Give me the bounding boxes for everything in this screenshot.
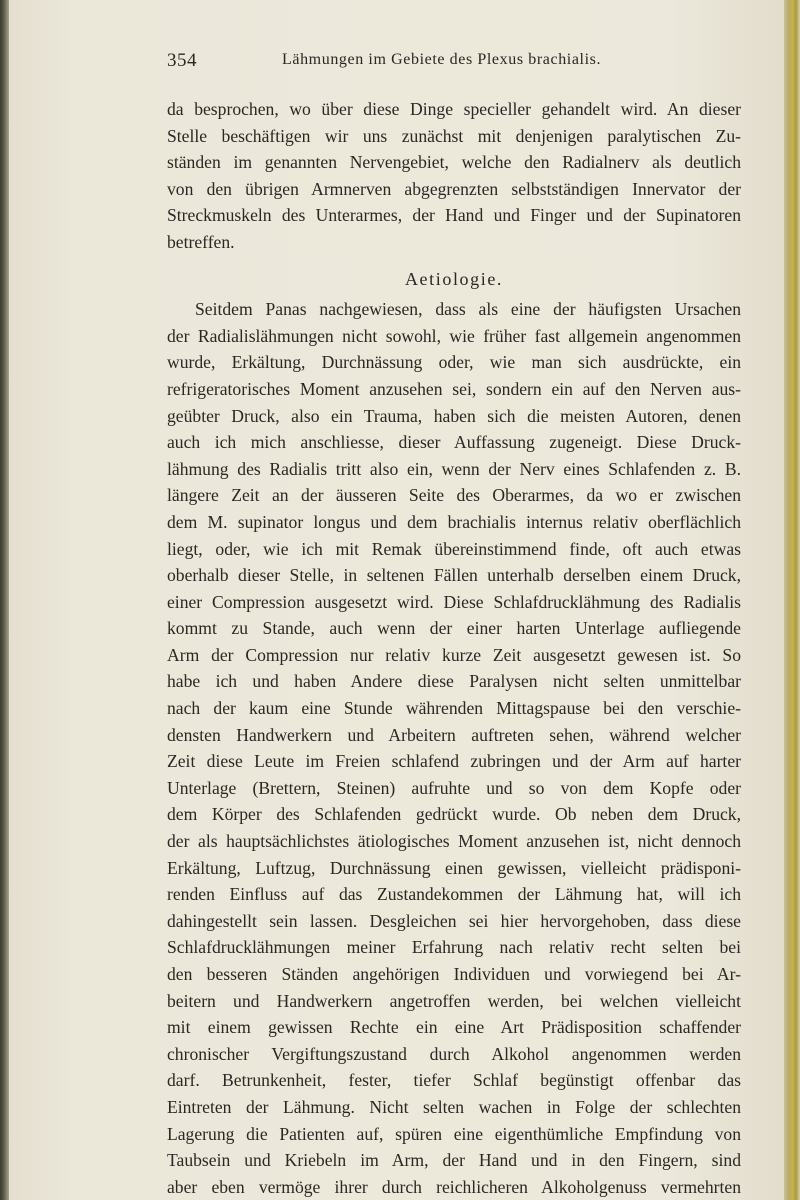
text-line: kommt zu Stande, auch wenn der einer harten Unterlage aufliegende [167, 618, 741, 639]
text-line: Seitdem Panas nachgewiesen, dass als eine der häufigsten Ursachen [195, 299, 741, 320]
text-line: Schlafdrucklähmungen meiner Erfahrung nach relativ recht selten bei [167, 937, 741, 958]
text-line: mit einem gewissen Rechte ein eine Art Prädisposition schaffender [167, 1017, 741, 1038]
text-line: ständen im genannten Nervengebiet, welche den Radialnerv als deutlich [167, 152, 741, 173]
section-heading: Aetiologie. [404, 268, 504, 289]
text-line: dahingestellt sein lassen. Desgleichen sei hier hervorgehoben, dass diese [167, 910, 741, 931]
text-line: habe ich und haben Andere diese Paralysen nicht selten unmittelbar [167, 671, 741, 692]
text-line: Zeit diese Leute im Freien schlafend zubringen und der Arm auf harter [167, 751, 741, 772]
aetiologie-paragraph [167, 296, 741, 1200]
text-line: längere Zeit an der äusseren Seite des Oberarmes, da wo er zwischen [167, 485, 741, 506]
text-line: den besseren Ständen angehörigen Individuen und vorwiegend bei Ar- [167, 964, 741, 984]
body-text [167, 96, 741, 1200]
text-line: beitern und Handwerkern angetroffen werden, bei welchen vielleicht [167, 990, 741, 1011]
text-line: geübter Druck, also ein Trauma, haben sich die meisten Autoren, denen [167, 405, 741, 426]
text-line: oberhalb dieser Stelle, in seltenen Fällen unterhalb derselben einem Druck, [167, 565, 741, 586]
text-line: liegt, oder, wie ich mit Remak übereinstimmend finde, oft auch etwas [167, 538, 741, 559]
page-number: 354 [167, 50, 197, 71]
page-header [167, 50, 727, 76]
intro-paragraph [167, 96, 741, 256]
text-line: lähmung des Radialis tritt also ein, wenn der Nerv eines Schlafenden z. B. [167, 458, 741, 479]
text-line: wurde, Erkältung, Durchnässung oder, wie man sich ausdrückte, ein [167, 352, 741, 373]
running-title: Lähmungen im Gebiete des Plexus brachialis. [282, 51, 602, 68]
text-line: renden Einfluss auf das Zustandekommen der Lähmung hat, will ich [167, 884, 741, 905]
text-line: densten Handwerkern und Arbeitern auftreten sehen, während welcher [167, 724, 741, 745]
text-line: Unterlage (Brettern, Steinen) aufruhte und so von dem Kopfe oder [167, 777, 741, 798]
text-line: Taubsein und Kriebeln im Arm, der Hand und in den Fingern, sind [167, 1150, 741, 1171]
text-line: von den übrigen Armnerven abgegrenzten selbstständigen Innervator der [167, 178, 741, 199]
text-line: einer Compression ausgesetzt wird. Diese Schlafdrucklähmung des Radialis [167, 591, 741, 612]
text-line: refrigeratorisches Moment anzusehen sei, sondern ein auf den Nerven aus- [167, 378, 741, 399]
text-line: Lagerung die Patienten auf, spüren eine eigenthümliche Empfindung von [167, 1123, 741, 1144]
text-line: aber eben vermöge ihrer durch reichlicheren Alkoholgenuss vermehrten [167, 1176, 741, 1197]
text-line: dem Körper des Schlafenden gedrückt wurde. Ob neben dem Druck, [167, 804, 741, 825]
text-line: der Radialislähmungen nicht sowohl, wie früher fast allgemein angenommen [167, 325, 741, 346]
text-line: Arm der Compression nur relativ kurze Zeit ausgesetzt gewesen ist. So [167, 644, 741, 665]
text-line: dem M. supinator longus und dem brachialis internus relativ oberflächlich [167, 511, 741, 532]
text-line: chronischer Vergiftungszustand durch Alkohol angenommen werden [167, 1043, 741, 1064]
text-line: der als hauptsächlichstes ätiologisches Moment anzusehen ist, nicht dennoch [167, 831, 741, 852]
text-line: Stelle beschäftigen wir uns zunächst mit denjenigen paralytischen Zu- [167, 125, 741, 146]
scan-left-edge [0, 0, 9, 1200]
text-line: Streckmuskeln des Unterarmes, der Hand und Finger und der Supinatoren [167, 205, 741, 226]
text-line: Erkältung, Luftzug, Durchnässung einen gewissen, vielleicht prädisponi- [167, 857, 741, 878]
text-line: nach der kaum eine Stunde währenden Mittagspause bei den verschie- [167, 698, 741, 719]
text-line: darf. Betrunkenheit, fester, tiefer Schlaf begünstigt offenbar das [167, 1070, 741, 1091]
text-line: betreffen. [167, 231, 235, 252]
text-line: auch ich mich anschliesse, dieser Auffassung zugeneigt. Diese Druck- [167, 432, 741, 453]
text-line: Eintreten der Lähmung. Nicht selten wachen in Folge der schlechten [167, 1096, 741, 1117]
scan-right-edge [784, 0, 800, 1200]
text-line: da besprochen, wo über diese Dinge specieller gehandelt wird. An dieser [167, 99, 741, 119]
